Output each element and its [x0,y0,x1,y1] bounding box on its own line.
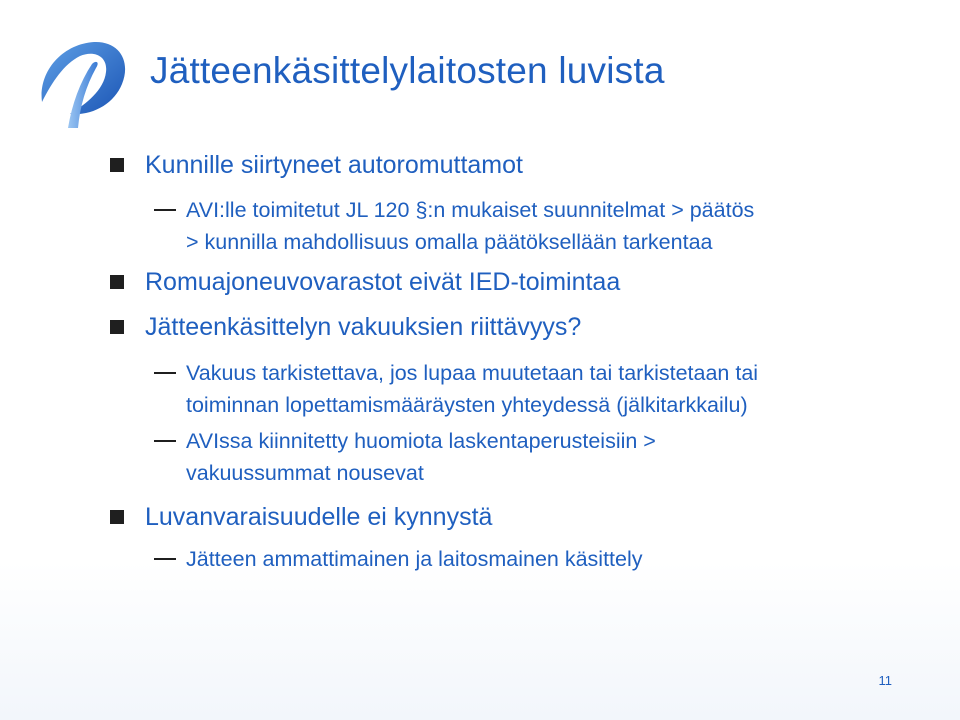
sub-bullet-line: Vakuus tarkistettava, jos lupaa muutetaan tai tarkistetaan tai [186,361,759,385]
sub-bullet-line: Jätteen ammattimainen ja laitosmainen käsittely [186,547,643,571]
square-bullet-icon [110,158,124,172]
sub-bullet-text [186,543,906,575]
bullet-text: Kunnille siirtyneet autoromuttamot [145,151,523,179]
sub-bullet-text [186,194,906,258]
sub-bullet-text [186,425,906,489]
page-number: 11 [878,673,892,688]
dash-bullet-icon [154,209,176,211]
bullet-text: Luvanvaraisuudelle ei kynnystä [145,503,493,531]
sub-bullet-line: AVIssa kiinnitetty huomiota laskentaperusteisiin > [186,429,656,453]
sub-bullet-line: > kunnilla mahdollisuus omalla päätöksellään tarkentaa [186,230,713,254]
sub-bullet-line: vakuussummat nousevat [186,461,424,485]
sub-bullet-line: toiminnan lopettamismääräysten yhteydessä (jälkitarkkailu) [186,393,748,417]
dash-bullet-icon [154,558,176,560]
dash-bullet-icon [154,440,176,442]
sub-bullet-line: AVI:lle toimitetut JL 120 §:n mukaiset suunnitelmat > päätös [186,198,755,222]
bullet-text: Jätteenkäsittelyn vakuuksien riittävyys? [145,313,582,341]
square-bullet-icon [110,510,124,524]
dash-bullet-icon [154,372,176,374]
square-bullet-icon [110,320,124,334]
bullet-text: Romuajoneuvovarastot eivät IED-toimintaa [145,268,621,296]
sub-bullet-text [186,357,906,421]
square-bullet-icon [110,275,124,289]
slide-title: Jätteenkäsittelylaitosten luvista [150,50,665,91]
